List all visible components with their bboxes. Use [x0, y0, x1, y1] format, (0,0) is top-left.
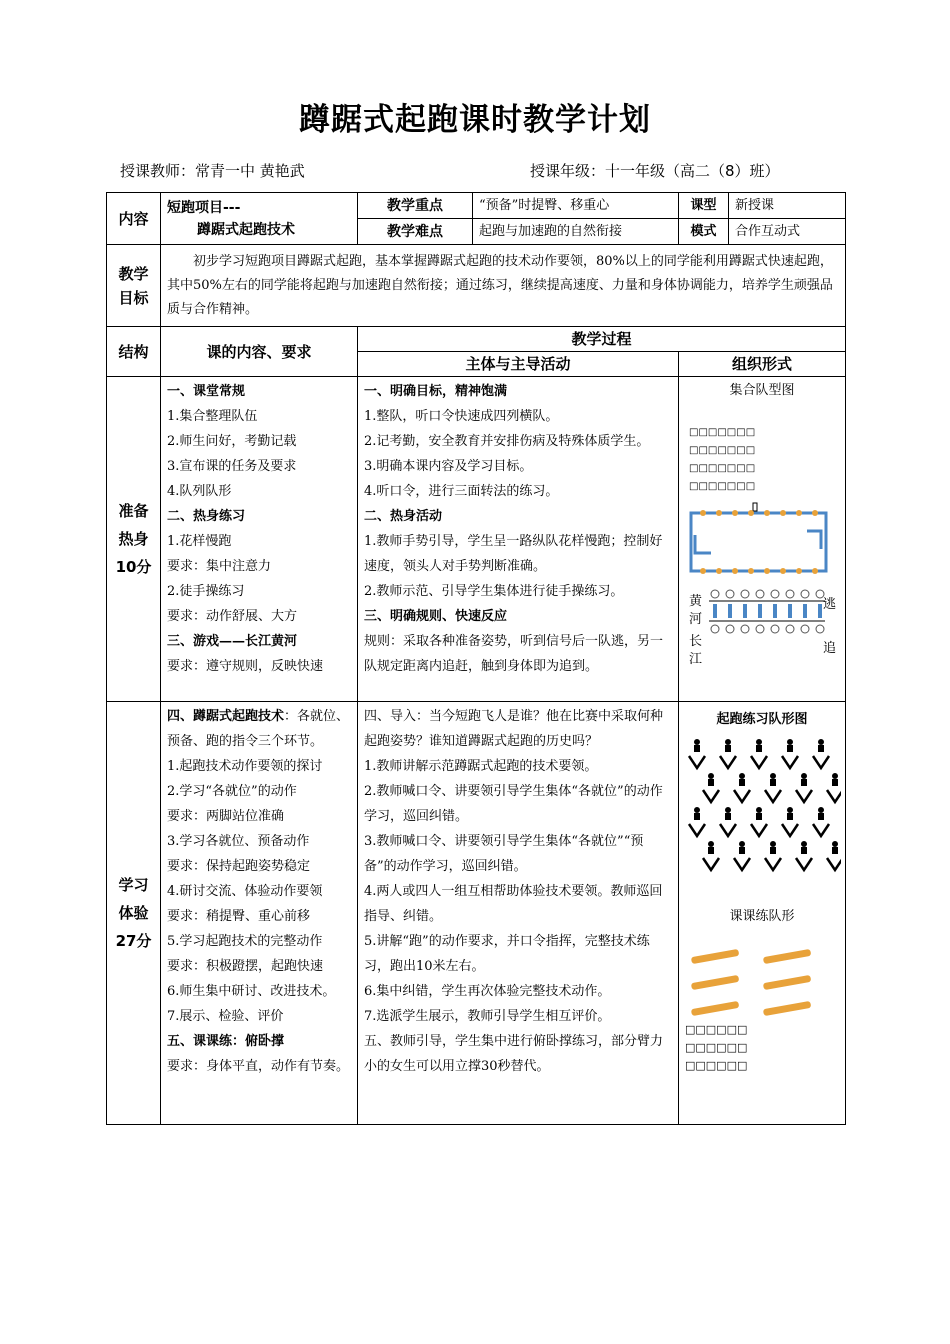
direction-chevron	[827, 790, 841, 802]
student-figure	[818, 807, 824, 813]
student-figure	[801, 841, 807, 847]
warmup-content-item: 1.集合整理队伍	[167, 409, 258, 424]
warmup-content-item: 要求：集中注意力	[167, 559, 272, 574]
learn-org-title-2: 课课练队形	[729, 909, 795, 924]
pushup-figures	[691, 949, 811, 1016]
learn-content-item: 2.学习“各就位”的动作	[167, 784, 297, 799]
warmup-content-item: 要求：遵守规则，反映快速	[167, 659, 324, 674]
learn-content-item: 要求：稍提臀、重心前移	[167, 909, 311, 924]
content-value	[161, 193, 358, 245]
learn-activities	[358, 702, 679, 1125]
learn-content-item: 4.研讨交流、体验动作要领	[167, 884, 323, 899]
learn-label-1: 学习	[118, 876, 149, 894]
direction-chevron	[734, 858, 750, 870]
learn-org	[679, 702, 846, 1125]
learn-content-item: 要求：两脚站位准确	[167, 809, 285, 824]
student-figure-body	[832, 779, 838, 786]
objectives-label-2: 目标	[118, 288, 149, 307]
track-arrow-right	[807, 531, 821, 549]
warmup-content-item: 一、课堂常规	[167, 384, 246, 399]
track-arrow-left	[695, 535, 711, 553]
label-tao: 逃	[823, 597, 837, 612]
learn-label-2: 体验	[118, 904, 149, 922]
student-figure	[739, 841, 745, 847]
student-figure-body	[739, 779, 745, 786]
hdr-content: 课的内容、要求	[161, 327, 358, 377]
direction-chevron	[765, 790, 781, 802]
warmup-activity-item: 三、明确规则、快速反应	[364, 609, 508, 624]
student-figure	[694, 807, 700, 813]
student-figure-body	[739, 847, 745, 854]
learn-content-item: 7.展示、检验、评价	[167, 1009, 284, 1024]
learn-content-item: 6.师生集中研讨、改进技术。	[167, 984, 336, 999]
focus-label: 教学重点	[358, 193, 473, 219]
svg-text:□□□□□□: □□□□□□	[685, 1023, 748, 1036]
grade-info: 授课年级：十一年级（高二（8）班）	[530, 162, 780, 180]
hdr-org: 组织形式	[679, 352, 846, 377]
svg-text:□□□□□□: □□□□□□	[685, 1059, 748, 1072]
objectives-label	[107, 245, 161, 327]
learn-label	[107, 702, 161, 1125]
warmup-content-item: 2.师生问好，考勤记载	[167, 434, 297, 449]
warmup-content-item: 三、游戏——长江黄河	[167, 634, 298, 649]
warmup-activity-item: 二、热身活动	[364, 509, 443, 524]
learn-label-3: 27分	[115, 932, 152, 950]
type-label: 课型	[679, 193, 729, 219]
student-figure	[801, 773, 807, 779]
label-huanghe: 黄河	[689, 594, 703, 627]
warmup-activity-item: 规则：采取各种准备姿势，听到信号后一队逃，另一队规定距离内追赶，触到身体即为追到。	[364, 634, 664, 674]
difficulty-value: 起跑与加速跑的自然衔接	[473, 219, 679, 245]
pushup-figure	[691, 1001, 739, 1016]
direction-chevron	[734, 790, 750, 802]
student-figure-body	[708, 847, 714, 854]
warmup-org	[679, 377, 846, 702]
warmup-label-2: 热身	[118, 530, 149, 548]
student-figure	[694, 739, 700, 745]
student-figure-body	[725, 745, 731, 752]
track-outline	[691, 513, 826, 571]
student-figure-body	[818, 745, 824, 752]
warmup-activity-item: 4.听口令，进行三面转法的练习。	[364, 484, 559, 499]
direction-chevron	[782, 756, 798, 768]
warmup-activities	[358, 377, 679, 702]
focus-value: “预备”时提臀、移重心	[473, 193, 679, 219]
student-figure-body	[756, 813, 762, 820]
teacher-marker	[753, 503, 757, 511]
pushup-figure	[691, 975, 739, 990]
student-figure	[770, 841, 776, 847]
student-figure	[832, 773, 838, 779]
pushup-figure	[763, 1001, 811, 1016]
learn-content-head-rest: ：各就位、预备、跑的指令三个环节。	[167, 709, 350, 749]
warmup-label	[107, 377, 161, 702]
warmup-org-title: 集合队型图	[729, 383, 795, 398]
pushup-rows	[685, 1023, 747, 1072]
warmup-activity-item: 2.记考勤，安全教育并安排伤病及特殊体质学生。	[364, 434, 650, 449]
direction-chevron	[751, 824, 767, 836]
learn-content-item: 要求：积极蹬摆，起跑快速	[167, 959, 324, 974]
warmup-content-item: 要求：动作舒展、大方	[167, 609, 298, 624]
student-figure-body	[832, 847, 838, 854]
difficulty-label: 教学难点	[358, 219, 473, 245]
direction-chevron	[827, 858, 841, 870]
warmup-formation-diagram	[683, 403, 841, 678]
student-figure-body	[756, 745, 762, 752]
student-figure	[725, 739, 731, 745]
student-figure-body	[801, 847, 807, 854]
game-arrows	[713, 604, 822, 618]
student-figure-body	[818, 813, 824, 820]
student-figure	[739, 773, 745, 779]
direction-chevron	[782, 824, 798, 836]
direction-chevron	[689, 824, 705, 836]
start-practice-formation	[683, 732, 841, 882]
student-figure	[832, 841, 838, 847]
objectives-text: 初步学习短跑项目蹲踞式起跑，基本掌握蹲踞式起跑的技术动作要领，80%以上的同学能利用蹲踞式快速起跑，其中50%左右的同学能将起跑与加速跑自然衔接；通过练习，继续提高速度、力量和身体协调能力，培养学生顽强品质与合作精神。	[161, 245, 846, 327]
learn-activity-item: 4.两人或四人一组互相帮助体验技术要领。教师巡回指导、纠错。	[364, 884, 663, 924]
student-figure	[708, 841, 714, 847]
learn-activity-item: 5.讲解“跑”的动作要求，并口令指挥，完整技术练习，跑出10米左右。	[364, 934, 650, 974]
student-figure-body	[787, 813, 793, 820]
warmup-label-3: 10分	[115, 558, 152, 576]
learn-content-item: 3.学习各就位、预备动作	[167, 834, 310, 849]
hdr-activities: 主体与主导活动	[358, 352, 679, 377]
warmup-activity-item: 2.教师示范、引导学生集体进行徒手操练习。	[364, 584, 624, 599]
learn-activity-item: 7.选派学生展示，教师引导学生相互评价。	[364, 1009, 611, 1024]
learn-org-title-1: 起跑练习队形图	[716, 712, 808, 727]
game-diagram	[709, 590, 825, 633]
jog-track	[691, 510, 826, 574]
learn-activity-item: 四、导入：当今短跑飞人是谁？他在比赛中采取何种起跑姿势？谁知道蹲踞式起跑的历史吗？	[364, 709, 664, 749]
warmup-content-item: 二、热身练习	[167, 509, 246, 524]
learn-content	[161, 702, 358, 1125]
pushup-formation	[683, 929, 841, 1079]
learn-content-item: 要求：保持起跑姿势稳定	[167, 859, 311, 874]
learn-content-item: 1.起跑技术动作要领的探讨	[167, 759, 323, 774]
direction-chevron	[689, 756, 705, 768]
content-value-1: 短跑项目---	[167, 199, 241, 216]
student-figure	[725, 807, 731, 813]
teacher-info: 授课教师：常青一中 黄艳武	[120, 162, 305, 180]
warmup-activity-item: 1.整队，听口令快速成四列横队。	[364, 409, 559, 424]
warmup-activity-item: 3.明确本课内容及学习目标。	[364, 459, 533, 474]
warmup-content	[161, 377, 358, 702]
content-label: 内容	[107, 193, 161, 245]
student-figure-body	[770, 779, 776, 786]
formation-row: □□□□□□□	[689, 427, 756, 438]
direction-chevron	[751, 756, 767, 768]
pushup-figure	[763, 949, 811, 964]
objectives-label-1: 教学	[118, 264, 149, 283]
warmup-activity-item: 一、明确目标，精神饱满	[364, 384, 508, 399]
learn-content-item: 五、课课练：俯卧撑	[167, 1034, 285, 1049]
direction-chevron	[720, 824, 736, 836]
hdr-structure: 结构	[107, 327, 161, 377]
student-figure	[770, 773, 776, 779]
warmup-content-item: 1.花样慢跑	[167, 534, 232, 549]
direction-chevron	[796, 790, 812, 802]
learn-activity-item: 3.教师喊口令、讲要领引导学生集体“各就位”“预备”的动作学习，巡回纠错。	[364, 834, 644, 874]
direction-chevron	[813, 756, 829, 768]
learn-content-item: 5.学习起跑技术的完整动作	[167, 934, 323, 949]
warmup-content-item: 2.徒手操练习	[167, 584, 245, 599]
student-figure	[756, 807, 762, 813]
student-figure	[787, 739, 793, 745]
direction-chevron	[720, 756, 736, 768]
page-title: 蹲踞式起跑课时教学计划	[299, 102, 651, 138]
formation-row: □□□□□□□	[689, 481, 756, 492]
label-changjiang: 长江	[689, 634, 703, 667]
learn-activity-item: 五、教师引导，学生集中进行俯卧撑练习，部分臂力小的女生可以用立撑30秒替代。	[364, 1034, 664, 1074]
student-figure-body	[694, 813, 700, 820]
label-zhui: 追	[823, 641, 837, 656]
direction-chevron	[703, 858, 719, 870]
warmup-content-item: 4.队列队形	[167, 484, 232, 499]
student-figure-body	[770, 847, 776, 854]
student-figure	[818, 739, 824, 745]
student-figure-body	[694, 745, 700, 752]
direction-chevron	[796, 858, 812, 870]
type-value: 新授课	[729, 193, 846, 219]
warmup-activity-item: 1.教师手势引导，学生呈一路纵队花样慢跑；控制好速度，领头人对手势判断准确。	[364, 534, 663, 574]
student-figure-body	[725, 813, 731, 820]
content-value-2: 蹲踞式起跑技术	[197, 221, 295, 238]
direction-chevron	[765, 858, 781, 870]
lesson-plan-table	[106, 192, 846, 1125]
learn-activity-item: 6.集中纠错，学生再次体验完整技术动作。	[364, 984, 611, 999]
pushup-figure	[691, 949, 739, 964]
direction-chevron	[813, 824, 829, 836]
student-figure	[787, 807, 793, 813]
game-top-row	[711, 590, 824, 598]
warmup-label-1: 准备	[118, 502, 149, 520]
learn-content-item: 要求：身体平直，动作有节奏。	[167, 1059, 350, 1074]
student-figure-body	[801, 779, 807, 786]
learn-content-head: 四、蹲踞式起跑技术	[167, 709, 285, 724]
pushup-figure	[763, 975, 811, 990]
formation-row: □□□□□□□	[689, 463, 756, 474]
svg-text:□□□□□□: □□□□□□	[685, 1041, 748, 1054]
learn-activity-item: 1.教师讲解示范蹲踞式起跑的技术要领。	[364, 759, 598, 774]
student-figure-body	[787, 745, 793, 752]
student-figure	[756, 739, 762, 745]
direction-chevron	[703, 790, 719, 802]
formation-row: □□□□□□□	[689, 445, 756, 456]
four-rows-formation	[689, 427, 755, 492]
hdr-process: 教学过程	[358, 327, 846, 352]
student-figure-body	[708, 779, 714, 786]
game-bottom-row	[711, 625, 824, 633]
mode-value: 合作互动式	[729, 219, 846, 245]
learn-activity-item: 2.教师喊口令、讲要领引导学生集体“各就位”的动作学习，巡回纠错。	[364, 784, 663, 824]
warmup-content-item: 3.宣布课的任务及要求	[167, 459, 297, 474]
student-figure	[708, 773, 714, 779]
mode-label: 模式	[679, 219, 729, 245]
